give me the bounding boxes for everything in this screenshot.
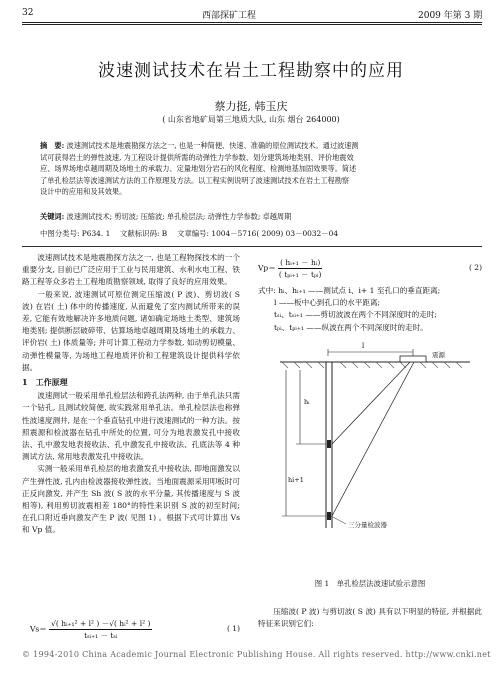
eq2-numerator: ( hᵢ₊₁ － hᵢ) (280, 258, 321, 267)
section-heading-1: 1 工作原理 (22, 377, 68, 388)
figure-1-diagram (280, 348, 470, 548)
eq1-denominator: tₛᵢ₊₁ － tₛᵢ (84, 631, 118, 640)
left-column (22, 252, 240, 537)
abstract-line-1: 波速测试技术是地震勘探方法之一, 也是一种简便、快速、准确的原位测试技术。通过波速测 (66, 141, 359, 150)
abstract-line-4: 了单孔检层法等波速测试方法的工作原理及方法。以工程实例说明了波速测试技术在岩土工程勘察 (40, 175, 350, 185)
eq1-number: ( 1) (226, 624, 240, 633)
header-rule (22, 22, 482, 23)
ray-path-upper (332, 362, 410, 444)
classification-line: 中图分类号: P634. 1 文献标识码: B 文章编号: 1004－5716( 2009) 03－0032－04 (40, 229, 339, 238)
intro-paragraph-2: 一般来说, 波速测试可原位测定压缩波( P 波)、剪切波( S 波) 在岩( 土) 体中的传播速度, 从而避免了室内测试所带来的误差, 它能有效地解决许多地质问题, 诸如确定场地土类型、建筑场地类别; 提供断层破碎带、估算场地卓越周期及场地土的承载力、评价岩( 土) 体质量等; 并可计算工程动力学参数, 如动剪切模量、动弹性模量等, 为场地工程地质评价和工程建筑设计提供科学依据。 (22, 289, 240, 372)
header-rule-thin (22, 24, 482, 25)
eq1-numerator: √( hᵢ₊₁² + l² ) －√( hᵢ² + l² ) (51, 619, 151, 628)
figure-label-hi: hᵢ (304, 398, 310, 406)
equation-2 (258, 257, 482, 280)
ray-path-lower (332, 362, 414, 516)
eq1-lhs: Vs＝ (30, 624, 47, 634)
copyright-footer: © 1994-2010 China Academic Journal Electronic Publishing House. All rights reserved. http://www.cnki.net (22, 650, 491, 659)
where-line-2: l ——板中心到孔口的水平距离; (274, 298, 381, 308)
principle-paragraph-1: 波速测试一般采用单孔检层法和跨孔法两种, 由于单孔法只需一个钻孔, 且测试较简便, 故实践常用单孔法。单孔检层法也称弹性波速度测井, 是在一个垂直钻孔中进行波速测试的一种方法。按照震源和检波器在钻孔中所处的位置, 可分为地表激发孔中接收法、孔中激发地表接收法、孔中激发孔中接收法、孔底法等 4 种测试方法, 常用地表激发孔中接收法。 (22, 391, 240, 462)
right-column-end (258, 606, 482, 630)
where-line-3: tₛᵢ、tₛᵢ₊₁ ——剪切波波在两个不同深度时的走时; (274, 310, 437, 320)
eq2-fraction (278, 257, 322, 280)
equation-1 (30, 618, 240, 641)
intro-paragraph-1: 波速测试技术是地震勘探方法之一, 也是工程物探技术的一个重要分支, 目前已广泛应用于工业与民用建筑、水利水电工程、铁路工程等众多岩土工程地质勘察领域, 取得了良好的应用效果。 (22, 253, 240, 287)
figure-1-caption: 图 1 单孔检层法波速试验示意图 (314, 579, 426, 588)
wave-feature-paragraph: 压缩波( P 波) 与剪切波( S 波) 具有以下明显的特征, 并根据此特征来识别它们: (258, 607, 482, 629)
journal-issue: 2009 年第 3 期 (418, 11, 483, 21)
eq2-number: ( 2) (468, 263, 482, 272)
figure-label-l: l (362, 342, 365, 350)
source-plank (400, 356, 426, 362)
abstract-label: 摘 要: (40, 141, 65, 150)
detector-lower (327, 512, 331, 520)
figure-label-hi1: hi+1 (288, 476, 304, 484)
abstract-line-3: 应、场界场地卓越周期及场地土的承载力、定量地划分岩石的风化程度、检测地基加固效果等。简述 (40, 164, 357, 174)
article-authors: 蔡力挺, 韩玉庆 (214, 100, 288, 113)
journal-name: 西部探矿工程 (202, 11, 257, 21)
eq1-fraction (49, 618, 152, 641)
where-line-1: 式中: hᵢ、hᵢ₊₁ ——测试点 i、i+ 1 至孔口的垂直距离; (258, 286, 441, 295)
keywords-text: 波速测试技术; 剪切波; 压缩波; 单孔检层法; 动弹性力学参数; 卓越周期 (66, 212, 292, 221)
abstract-line-2: 试可获得岩土的弹性波速, 为工程设计提供所需的动弹性力学参数、划分建筑场地类别、评价地震效 (40, 152, 354, 162)
figure-label-detector: 三分量检波器 (348, 521, 387, 529)
abstract-line-5: 设计中的应用和及其效果。 (40, 187, 127, 197)
principle-paragraph-2: 实测一般采用单孔检层的地表激发孔中接收法, 即地面激发以产生弹性波, 孔内由检波器接收弹性波。当地面震源采用叩板时可正反向激发, 并产生 Sh 波( S 波的水平分量, 其传播速度与 S 波相等), 利用剪切波震相差 180°的特性来识别 S 波的初至时间; 在孔口附近垂向激发产生 P 波( 见图 1) 。根据下式可计算出 Vs 和 Vp 值。 (22, 464, 240, 535)
keywords-label: 关键词: (40, 212, 65, 221)
page-number: 32 (22, 8, 34, 18)
detector-upper (327, 440, 331, 448)
where-line-4: tₚᵢ、tₚᵢ₊₁ ——纵波在两个不同深度时的走时。 (274, 322, 428, 332)
ground-hatching (282, 362, 462, 368)
section-rule (22, 246, 482, 247)
keywords (40, 212, 480, 222)
variable-definitions (258, 285, 482, 334)
figure-label-source: 震源 (432, 351, 445, 359)
article-title: 波速测试技术在岩土工程勘察中的应用 (98, 61, 404, 81)
article-affiliation: ( 山东省地矿局第三地质大队, 山东 烟台 264000) (162, 115, 340, 124)
eq2-lhs: Vp＝ (258, 263, 276, 273)
abstract (40, 140, 460, 198)
eq2-denominator: ( tₚᵢ₊₁ － tₚᵢ) (278, 270, 322, 279)
